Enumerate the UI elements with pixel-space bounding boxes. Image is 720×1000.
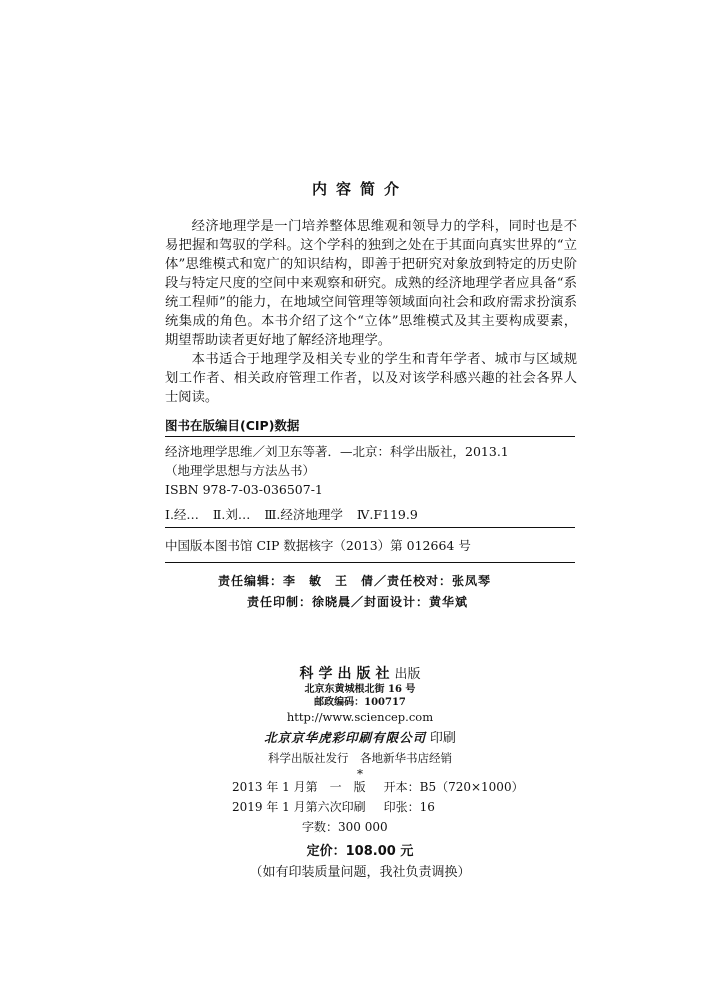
cip-bottom-rule xyxy=(165,562,575,563)
distribution-line: 科学出版社发行 各地新华书店经销 xyxy=(268,751,452,765)
edition-row xyxy=(232,777,524,797)
edition-first: 2013 年 1 月第 一 版 xyxy=(232,780,366,794)
cip-record: 中国版本图书馆 CIP 数据核字（2013）第 012664 号 xyxy=(165,538,471,553)
printer-line xyxy=(0,729,720,747)
cip-line: 经济地理学思维／刘卫东等著．—北京：科学出版社，2013.1 xyxy=(165,444,509,459)
edition-format: 开本：B5（720×1000） xyxy=(383,780,524,794)
publisher-suffix: 出版 xyxy=(394,667,421,682)
cip-line: ISBN 978-7-03-036507-1 xyxy=(165,482,323,497)
edition-printing: 2019 年 1 月第六次印刷 xyxy=(232,800,366,814)
credits-line-editors: 责任编辑：李 敏 王 倩／责任校对：张凤琴 xyxy=(218,574,492,588)
exchange-note: （如有印装质量问题，我社负责调换） xyxy=(249,865,471,880)
imprint xyxy=(0,666,720,781)
classification-item: Ⅲ.经济地理学 xyxy=(264,507,343,522)
summary-body xyxy=(165,217,577,407)
edition-info xyxy=(232,777,524,837)
cip-header: 图书在版编目(CIP)数据 xyxy=(165,418,300,433)
classification-item: Ⅳ.F119.9 xyxy=(356,507,418,522)
publisher-postcode: 邮政编码：100717 xyxy=(314,697,406,708)
edition-sheets: 印张：16 xyxy=(383,800,435,814)
cip-block xyxy=(165,416,575,563)
price-line: 定价：108.00 元 xyxy=(306,844,414,859)
cip-line: （地理学思想与方法丛书） xyxy=(165,463,316,478)
publisher-address: 北京东黄城根北街 16 号 xyxy=(304,684,416,695)
classification-item: Ⅰ.经… xyxy=(165,507,199,522)
publisher-url: http://www.sciencep.com xyxy=(286,710,434,724)
edition-words: 字数：300 000 xyxy=(302,820,388,834)
cip-lines xyxy=(165,437,575,499)
separator-star: * xyxy=(357,767,363,781)
summary-paragraph: 本书适合于地理学及相关专业的学生和青年学者、城市与区域规划工作者、相关政府管理工作者，以及对该学科感兴趣的社会各界人士阅读。 xyxy=(165,352,577,405)
price-block xyxy=(0,841,720,883)
printer-name: 北京京华虎彩印刷有限公司 xyxy=(264,730,427,745)
credits-line-production: 责任印制：徐晓晨／封面设计：黄华斌 xyxy=(247,595,469,609)
publisher-line xyxy=(0,666,720,683)
summary-paragraph: 经济地理学是一门培养整体思维观和领导力的学科，同时也是不易把握和驾驭的学科。这个学科的独到之处在于其面向真实世界的“立体”思维模式和宽广的知识结构，即善于把研究对象放到特定的历史阶段与特定尺度的空间中来观察和研究。成熟的经济地理学者应具备“系统工程师”的能力，在地域空间管理等领域面向社会和政府需求扮演系统集成的角色。本书介绍了这个“立体”思维模式及其主要构成要素，期望帮助读者更好地了解经济地理学。 xyxy=(165,219,577,348)
cip-classification xyxy=(165,499,575,527)
printer-suffix: 印刷 xyxy=(429,731,456,746)
publisher-name: 科学出版社 xyxy=(299,666,395,682)
edition-row xyxy=(232,797,524,817)
summary-title: 内容简介 xyxy=(311,180,408,198)
classification-item: Ⅱ.刘… xyxy=(212,507,251,522)
